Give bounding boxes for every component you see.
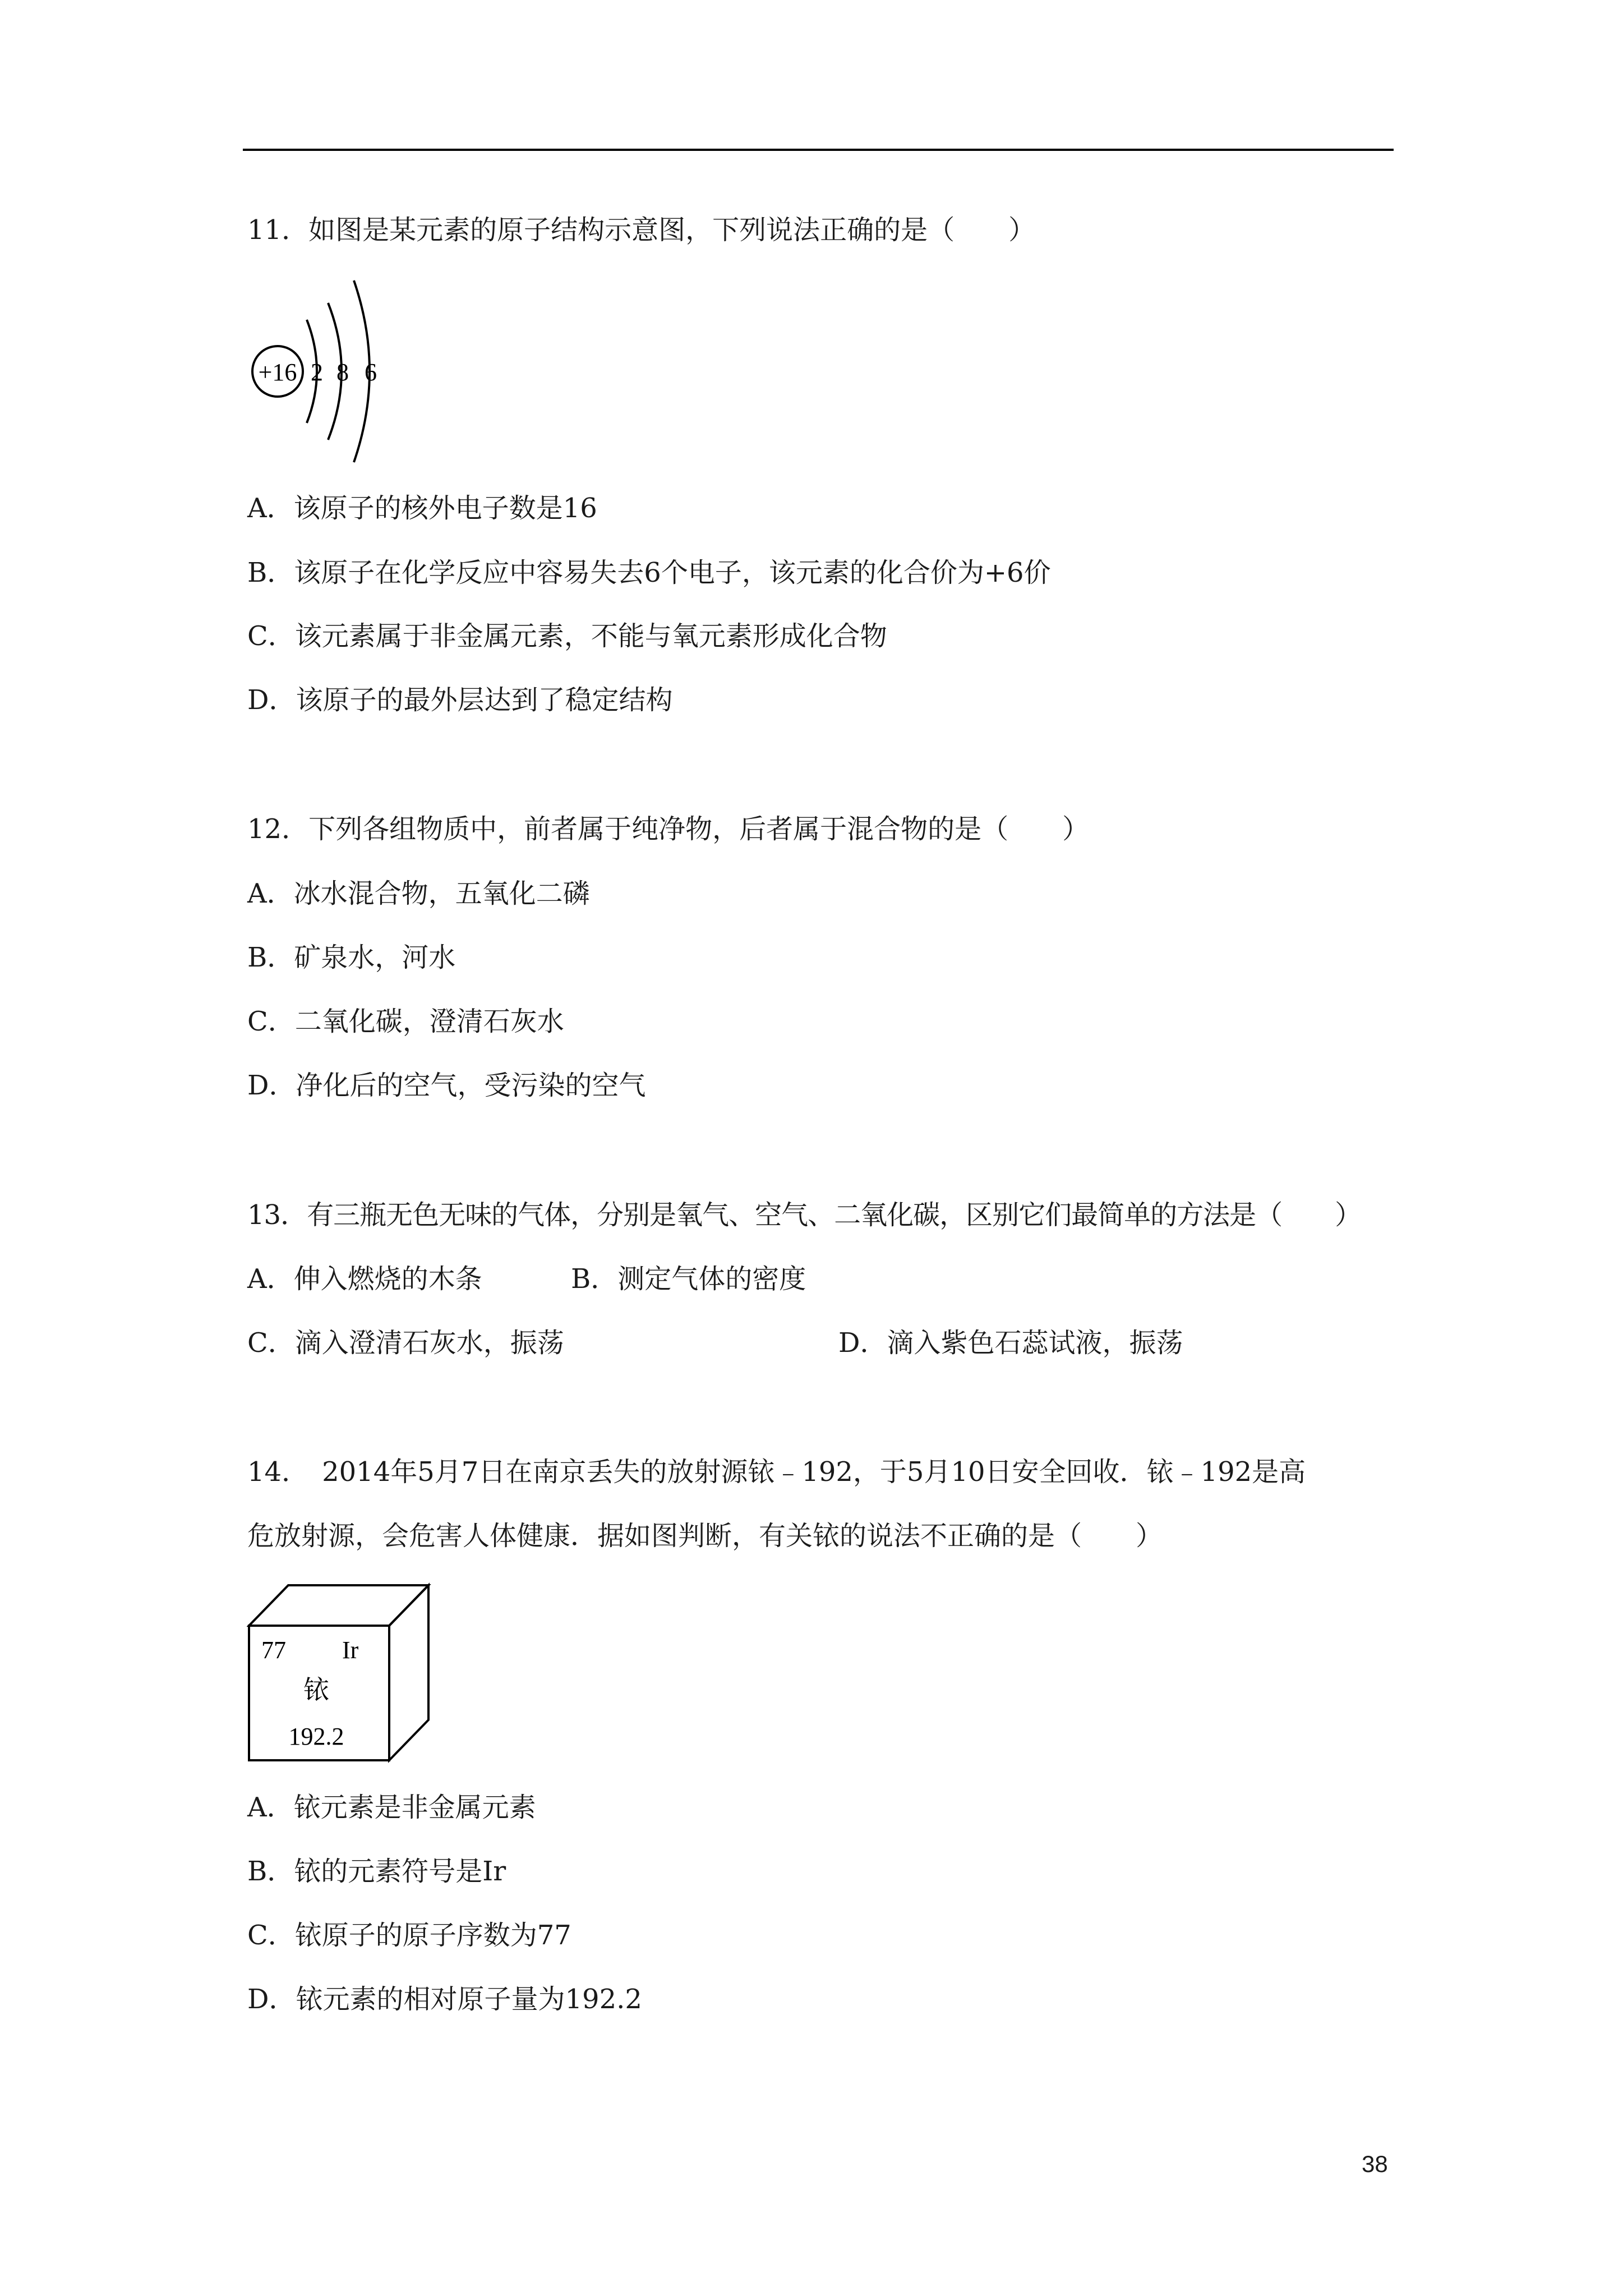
q12-option-d: D．净化后的空气，受污染的空气	[247, 1070, 646, 1101]
element-name: 铱	[303, 1676, 329, 1704]
page-number: 38	[1362, 2151, 1388, 2177]
q13-option-c: C．滴入澄清石灰水，振荡	[247, 1327, 564, 1359]
q11-stem: 11．如图是某元素的原子结构示意图，下列说法正确的是（ ）	[247, 214, 1036, 246]
q13-stem: 13．有三瓶无色无味的气体，分别是氧气、空气、二氧化碳，区别它们最简单的方法是（ ）	[247, 1199, 1362, 1231]
q12-option-a: A．冰水混合物，五氧化二磷	[247, 878, 590, 909]
q13-option-d: D．滴入紫色石蕊试液，振荡	[838, 1327, 1183, 1359]
q12-stem: 12．下列各组物质中，前者属于纯净物，后者属于混合物的是（ ）	[247, 813, 1090, 845]
element-atomic-mass: 192.2	[288, 1723, 344, 1750]
shell-3-electrons: 6	[365, 358, 377, 386]
iridium-element-card	[247, 1581, 432, 1766]
q14-option-b: B．铱的元素符号是Ir	[247, 1856, 506, 1887]
q11-option-b: B．该原子在化学反应中容易失去6个电子，该元素的化合价为+6价	[247, 557, 1051, 588]
element-atomic-number: 77	[261, 1636, 286, 1664]
q11-option-a: A．该原子的核外电子数是16	[247, 493, 597, 524]
shell-1-electrons: 2	[311, 358, 323, 386]
q12-option-c: C．二氧化碳，澄清石灰水	[247, 1006, 564, 1037]
q14-stem-line-2: 危放射源，会危害人体健康．据如图判断，有关铱的说法不正确的是（ ）	[247, 1520, 1163, 1552]
q14-stem-line-1: 14． 2014年5月7日在南京丢失的放射源铱﹣192，于5月10日安全回收．铱﹣192是高	[247, 1456, 1306, 1488]
q14-option-a: A．铱元素是非金属元素	[247, 1792, 536, 1823]
shell-2-electrons: 8	[336, 358, 349, 386]
atom-structure-diagram	[244, 275, 401, 466]
q13-option-a: A．伸入燃烧的木条	[247, 1263, 482, 1295]
q11-option-d: D．该原子的最外层达到了稳定结构	[247, 684, 673, 716]
element-symbol: Ir	[342, 1636, 359, 1664]
atom-nucleus-charge: +16	[258, 358, 297, 386]
q14-option-c: C．铱原子的原子序数为77	[247, 1920, 571, 1951]
q14-option-d: D．铱元素的相对原子量为192.2	[247, 1984, 642, 2015]
header-rule	[243, 149, 1394, 151]
q11-option-c: C．该元素属于非金属元素，不能与氧元素形成化合物	[247, 620, 887, 652]
q12-option-b: B．矿泉水，河水	[247, 942, 456, 973]
q13-option-b: B．测定气体的密度	[571, 1263, 806, 1295]
